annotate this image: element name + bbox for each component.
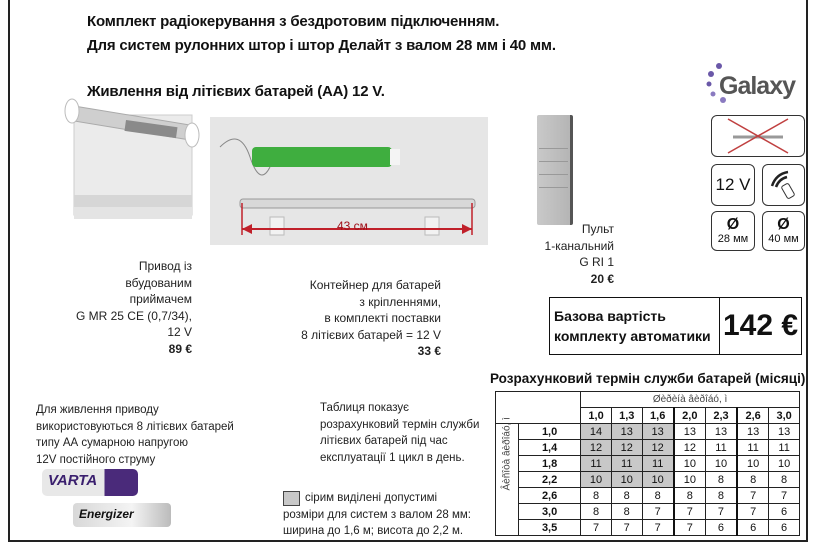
title-line-1: Комплект радіокерування з бездротовим підключенням. bbox=[87, 13, 500, 30]
legend-note: сірим виділені допустимі розміри для систем з валом 28 мм: ширина до 1,6 м; висота до 2,2 м. bbox=[283, 492, 471, 537]
voltage-icon bbox=[711, 164, 755, 206]
table-row: Âèñîòà âèðîáó, ì 1,0 14 13 13 13 13 13 13 bbox=[496, 424, 800, 440]
remote-signal-icon bbox=[762, 164, 805, 206]
title-line-3: Живлення від літієвих батарей (АА) 12 V. bbox=[87, 83, 385, 100]
varta-battery-image bbox=[42, 469, 138, 496]
diameter-28-icon bbox=[711, 211, 755, 251]
remote-price: 20 € bbox=[590, 271, 614, 286]
table-row: 2,6 8 8 8 8 8 7 7 bbox=[496, 488, 800, 504]
product-battery-container-caption: Контейнер для батарей з кріпленнями, в комплекті поставки 8 літієвих батарей = 12 V 33 € bbox=[221, 277, 441, 360]
base-price-label: Базова вартість комплекту автоматики bbox=[550, 298, 720, 354]
dimension-label: 43 см bbox=[337, 219, 368, 233]
remote-control-image bbox=[537, 115, 573, 225]
motor-price: 89 € bbox=[168, 341, 192, 356]
diameter-symbol: Ø bbox=[777, 216, 790, 233]
roller-blind-image bbox=[62, 95, 202, 230]
energizer-label: Energizer bbox=[79, 507, 134, 521]
width-group-header: Øèðèíà âèðîáó, ì bbox=[581, 392, 800, 408]
base-price-box bbox=[549, 297, 802, 355]
diameter-28-label: 28 мм bbox=[717, 233, 749, 245]
title-line-2: Для систем рулонних штор і штор Делайт з валом 28 мм і 40 мм. bbox=[87, 37, 556, 54]
table-note: Таблиця показує розрахунковий термін служби літієвих батарей під час експлуатації 1 цикл в день. bbox=[320, 402, 480, 464]
table-row: 3,5 7 7 7 7 6 6 6 bbox=[496, 520, 800, 536]
container-price: 33 € bbox=[417, 344, 441, 358]
product-remote-caption: Пульт 1-канальний G RI 1 20 € bbox=[494, 221, 614, 287]
battery-life-table: Øèðèíà âèðîáó, ì 1,0 1,3 1,6 2,0 2,3 2,6 3,0 Âèñîòà âèðîáó, ì 1,0 14 13 13 13 13 13 13 1,4 12 12 12 12 11 11 11 1,8 11 11 11 10 10 10 10 2,2 10 10 10 10 8 8 8 2,6 8 8 8 8 8 7 7 3,0 8 8 7 7 7 7 6 3,5 7 7 7 7 6 6 6 bbox=[495, 391, 800, 536]
voltage-label: 12 V bbox=[715, 175, 751, 194]
varta-label: VARTA bbox=[48, 472, 98, 489]
diameter-symbol: Ø bbox=[726, 216, 740, 233]
height-group-header: Âèñîòà âèðîáó, ì bbox=[496, 424, 519, 536]
battery-note: Для живлення приводу використовуються 8 літієвих батарей типу АА сумарною напругою 12V постійного струму bbox=[36, 404, 234, 466]
motor-battery-photo bbox=[210, 117, 488, 245]
energizer-battery-image bbox=[73, 503, 171, 527]
table-row: 3,0 8 8 7 7 7 7 6 bbox=[496, 504, 800, 520]
product-motor-caption: Привод із вбудованим приймачем G MR 25 CE (0,7/34), 12 V 89 € bbox=[2, 258, 192, 357]
galaxy-logo bbox=[705, 62, 810, 107]
diameter-40-label: 40 мм bbox=[768, 233, 799, 245]
battery-table-title: Розрахунковий термін служби батарей (місяці) bbox=[490, 371, 806, 386]
table-row: 1,4 12 12 12 12 11 11 11 bbox=[496, 440, 800, 456]
table-row: 2,2 10 10 10 10 8 8 8 bbox=[496, 472, 800, 488]
table-row: 1,8 11 11 11 10 10 10 10 bbox=[496, 456, 800, 472]
no-cable-icon bbox=[711, 115, 805, 157]
diameter-40-icon bbox=[762, 211, 805, 251]
base-price-value: 142 € bbox=[722, 309, 799, 342]
galaxy-logo-text: Galaxy bbox=[719, 72, 796, 100]
